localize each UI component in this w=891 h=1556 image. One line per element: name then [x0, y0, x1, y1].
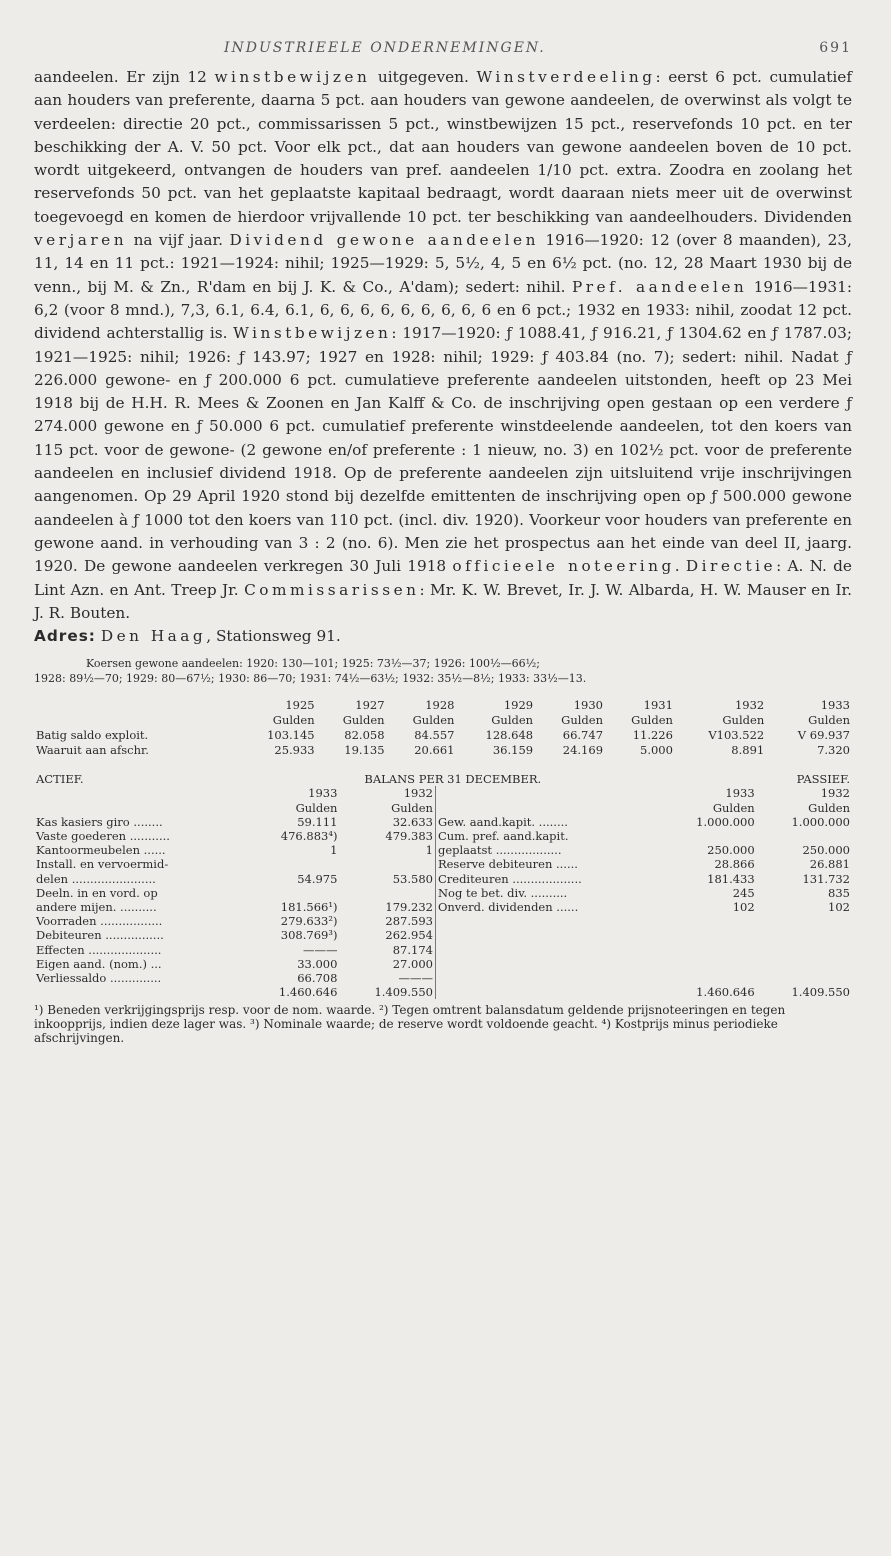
cell: 87.174: [392, 942, 433, 957]
year-header: 1928: [425, 698, 455, 713]
spaced-term: Directie: [685, 557, 777, 576]
text-run: : 1917—1920: ƒ 1088.41, ƒ 916.21, ƒ 1304.62 en ƒ 1787.03; 1921—1925: nihil; 1926: ƒ 143.97; 1927 en 1928: nihil; 1929: ƒ 403.84 (no. 7); sedert: nihil. Nadat ƒ 226.000 gewone- en ƒ 200.000 6 pct. cumulatieve preferente aandeelen uitstonden, heeft op 23 Mei 1918 bij de H.H. R. Mees & Zoonen en Jan Kalff & Co. de inschrijving open gestaan op een verdere ƒ 274.000 gewone en ƒ 50.000 6 pct. cumulatief preferente winstdeelende aandeelen, tot den koers van 115 pct. voor de gewone- (2 gewone en/of preferente : 1 nieuw, no. 3) en 102½ pct. voor de preferente aandeelen en inclusief dividend 1918. Op de preferente aandeelen zijn uitsluitend vrije inschrijvingen aangenomen. Op 29 April 1920 stond bij dezelfde emittenten de inschrijving open op ƒ 500.000 gewone aandeelen à ƒ 1000 tot den koers van 110 pct. (incl. div. 1920). Voorkeur voor houders van preferente en gewone aand. in verhouding van 3 : 2 (no. 6). Men zie het prospectus aan het einde van deel II, jaarg. 1920. De gewone aandeelen verkregen 30 Juli 1918: [34, 324, 852, 576]
text-run: aandeelen. Er zijn 12: [34, 68, 215, 86]
cell: [435, 928, 661, 942]
table-row: [34, 914, 852, 928]
text-run: pct. extra. Zoodra en zoolang het reservefonds 50 pct. van het geplaatste kapitaal bedraagt, wordt daaraan niets meer uit de overwinst toegevoegd en komen de hierdoor vrijvallende 10 pct. ter beschikking van aandeelhouders. Dividenden: [34, 161, 852, 226]
passief-title: PASSIEF.: [796, 772, 850, 787]
year-header: 1929: [503, 698, 534, 713]
year-header: 1933: [820, 698, 850, 713]
year-header: 1932: [820, 786, 850, 801]
address-city: Den Haag: [100, 627, 207, 646]
table-row: [34, 957, 852, 971]
cell: Eigen aand. (nom.) ...: [36, 956, 162, 971]
spaced-term: Winstbewijzen: [233, 324, 392, 343]
cell: [757, 943, 852, 957]
saldo-table: [34, 698, 852, 758]
balans-years-row: [34, 786, 852, 800]
cell: geplaatst ..................: [435, 843, 661, 857]
koersen-line: 1928: 89½—70; 1929: 80—67½; 1930: 86—70; 1931: 74½—63½; 1932: 35½—8½; 1933: 33½—13.: [34, 672, 587, 686]
cell: 8.891: [731, 743, 765, 758]
cell: 82.058: [344, 728, 385, 743]
unit-header: Gulden: [391, 800, 433, 815]
spaced-term: Dividend gewone aandeelen: [229, 231, 539, 250]
table-row: [34, 815, 852, 829]
cell: 84.557: [414, 728, 455, 743]
cell: 835: [828, 885, 850, 900]
page-number: 691: [819, 40, 852, 56]
balans-title-row: [34, 772, 852, 786]
unit-header: Gulden: [808, 800, 850, 815]
total-cell: 1.460.646: [278, 985, 338, 1000]
empty-cell: [34, 713, 238, 728]
cell: 59.111: [297, 814, 338, 829]
cell: 179.232: [385, 899, 433, 914]
cell: 25.933: [274, 743, 315, 758]
cell: 5.000: [640, 743, 673, 758]
cell: 36.159: [492, 743, 534, 758]
empty-cell: [34, 801, 244, 815]
text-run: 1916—1931: 6,2 (voor 8 mnd.), 7,3, 6.1, 6.4, 6.1, 6, 6, 6, 6, 6, 6, 6, 6, 6 en 6 pct.; 1932 en 1933: nihil, zoodat 12 pct. dividend achterstallig is.: [34, 277, 852, 343]
cell: Nog te bet. div. ..........: [435, 886, 661, 900]
spaced-term: Pref. aandeelen: [571, 277, 748, 296]
unit-header: Gulden: [295, 800, 338, 815]
unit-header: Gulden: [808, 713, 850, 728]
unit-header: Gulden: [712, 800, 755, 815]
table-row: [34, 857, 852, 871]
spaced-term: Commissarissen: [244, 580, 420, 599]
cell: 53.580: [392, 871, 433, 886]
cell: 1.000.000: [791, 814, 850, 829]
cell: 128.648: [485, 728, 534, 743]
balans-body: [34, 815, 852, 985]
cell: [435, 914, 661, 928]
balans-unit-row: [34, 801, 852, 815]
unit-header: Gulden: [631, 713, 673, 728]
cell: 26.881: [809, 857, 850, 872]
row-label: Waaruit aan afschr.: [36, 743, 149, 758]
running-header: [34, 40, 852, 56]
cell: 287.593: [385, 914, 433, 929]
year-header: 1927: [355, 698, 385, 713]
cell: 250.000: [802, 843, 850, 858]
total-cell: 1.460.646: [696, 985, 755, 1000]
year-header: 1933: [725, 786, 755, 801]
spaced-term: Winstverdeeling: [476, 68, 656, 86]
cell: [244, 857, 339, 871]
address: [34, 625, 852, 648]
page: [34, 40, 852, 1045]
cell: Gew. aand.kapit. ........: [435, 815, 661, 829]
cell: [339, 857, 435, 871]
cell: 181.566¹): [280, 899, 338, 914]
cell: ———: [302, 942, 338, 957]
cell: 7.320: [817, 743, 850, 758]
cell: Reserve debiteuren ......: [435, 857, 661, 871]
cell: [661, 971, 756, 985]
footnotes: ¹) Beneden verkrijgingsprijs resp. voor de nom. waarde. ²) Tegen omtrent balansdatum geldende prijsnoteeringen en tegen inkoopprijs, indien deze lager was. ³) Nominale waarde; de reserve wordt voldoende geacht. ⁴) Kostprijs minus periodieke afschrijvingen.: [34, 1003, 786, 1046]
year-header: 1933: [308, 786, 338, 801]
table-row: [34, 829, 852, 843]
cell: [757, 829, 852, 843]
unit-header: Gulden: [491, 713, 534, 728]
cell: Kas kasiers giro ........: [36, 814, 163, 829]
cell: 66.708: [297, 970, 338, 985]
cell: [661, 914, 756, 928]
table-row: [34, 943, 852, 957]
empty-cell: [435, 801, 661, 815]
cell: 1: [425, 843, 433, 858]
table-row: [34, 728, 852, 743]
saldo-unit-row: [34, 713, 852, 728]
year-header: 1932: [734, 698, 765, 713]
cell: Cum. pref. aand.kapit.: [435, 829, 661, 843]
cell: 479.383: [385, 828, 433, 843]
cell: 11.226: [632, 728, 673, 743]
cell: 1: [330, 843, 338, 858]
cell: 54.975: [297, 871, 338, 886]
cell: V103.522: [708, 728, 765, 743]
fraction: 1/10: [537, 161, 572, 180]
row-label: Batig saldo exploit.: [36, 728, 149, 743]
year-header: 1931: [643, 698, 673, 713]
cell: [661, 928, 756, 942]
balans-title: BALANS PER 31 DECEMBER.: [364, 772, 542, 787]
text-run: : Mr. K. W. Brevet, Ir. J. W. Albarda, H. W. Mauser en Ir. J. R. Bouten.: [34, 580, 852, 622]
year-header: 1925: [285, 698, 315, 713]
cell: 250.000: [707, 843, 755, 858]
cell: [339, 886, 435, 900]
cell: [757, 971, 852, 985]
cell: 476.883⁴): [280, 828, 338, 843]
cell: [757, 928, 852, 942]
address-label: Adres:: [34, 627, 96, 646]
year-header: 1930: [573, 698, 604, 713]
cell: 24.169: [562, 743, 604, 758]
cell: 102: [828, 899, 850, 914]
koersen-block: [34, 656, 852, 686]
cell: Debiteuren ................: [36, 928, 164, 943]
cell: 66.747: [562, 728, 604, 743]
cell: Vaste goederen ...........: [36, 828, 170, 843]
empty-cell: [34, 698, 238, 713]
unit-header: Gulden: [412, 713, 455, 728]
cell: V 69.937: [797, 728, 850, 743]
cell: Deeln. in en vord. op: [36, 885, 158, 900]
empty-cell: [34, 786, 244, 800]
cell: [661, 943, 756, 957]
spaced-term: winstbewijzen: [214, 68, 371, 86]
balans-total-row: [34, 985, 852, 999]
cell: Onverd. dividenden ......: [435, 900, 661, 914]
header-title: INDUSTRIEELE ONDERNEMINGEN.: [224, 40, 546, 56]
cell: 20.661: [414, 743, 455, 758]
balans-table: [34, 772, 852, 999]
table-row: [34, 872, 852, 886]
cell: [244, 886, 339, 900]
empty-cell: [34, 985, 244, 999]
unit-header: Gulden: [561, 713, 604, 728]
total-cell: 1.409.550: [791, 985, 850, 1000]
cell: ———: [398, 970, 433, 985]
cell: Voorraden .................: [36, 914, 163, 929]
koersen-line: Koersen gewone aandeelen: 1920: 130—101; 1925: 73½—37; 1926: 100½—66½;: [86, 657, 540, 671]
main-paragraph: [34, 66, 852, 625]
cell: [435, 957, 661, 971]
cell: 279.633²): [280, 914, 338, 929]
text-run: 1916—1920: 12 (over 8 maanden), 23, 11, 14 en 11 pct.: 1921—1924: nihil; 1925—1929: 5, 5½, 4, 5 en 6½ pct. (no. 12, 28 Maart 1930 bij de venn., bij M. & Zn., R'dam en bij J. K. & Co., A'dam); sedert: nihil.: [34, 231, 852, 296]
text-run: uitgegeven.: [370, 68, 477, 86]
cell: [661, 957, 756, 971]
table-row: [34, 743, 852, 758]
cell: [757, 957, 852, 971]
saldo-years-row: [34, 698, 852, 713]
address-street: , Stationsweg 91.: [206, 627, 341, 646]
text-run: .: [674, 557, 686, 576]
year-header: 1932: [403, 786, 433, 801]
spaced-term: verjaren: [34, 231, 128, 250]
cell: [435, 971, 661, 985]
total-cell: 1.409.550: [374, 985, 433, 1000]
text-run: na vijf jaar.: [127, 231, 230, 250]
cell: 262.954: [385, 928, 433, 943]
cell: Kantoormeubelen ......: [36, 843, 166, 858]
cell: 32.633: [392, 814, 433, 829]
cell: 308.769³): [280, 928, 338, 943]
cell: [435, 943, 661, 957]
cell: andere mijen. ..........: [36, 899, 157, 914]
cell: 19.135: [344, 743, 385, 758]
cell: Crediteuren ...................: [435, 872, 661, 886]
cell: 245: [732, 885, 755, 900]
cell: [757, 914, 852, 928]
cell: Install. en vervoermid-: [36, 857, 169, 872]
cell: 1.000.000: [696, 814, 755, 829]
unit-header: Gulden: [342, 713, 385, 728]
empty-cell: [435, 985, 661, 999]
cell: [661, 829, 756, 843]
cell: 103.145: [267, 728, 315, 743]
cell: 102: [732, 899, 755, 914]
cell: delen .......................: [36, 871, 156, 886]
spaced-term: officieele noteering: [452, 557, 675, 576]
table-row: [34, 900, 852, 914]
cell: Effecten ....................: [36, 942, 162, 957]
table-row: [34, 886, 852, 900]
actief-title: ACTIEF.: [36, 772, 84, 787]
cell: 181.433: [707, 871, 755, 886]
text-run: : A. N. de Lint Azn. en Ant. Treep Jr.: [34, 557, 852, 599]
text-run: : eerst 6 pct. cumulatief aan houders van preferente, daarna 5 pct. aan houders van gewone aandeelen, de overwinst als volgt te verdeelen: directie 20 pct., commissarissen 5 pct., winstbewijzen 15 pct., reservefonds 10 pct. en ter beschikking der A. V. 50 pct. Voor elk pct., dat aan houders van gewone aandeelen boven de 10 pct. wordt uitgekeerd, ontvangen de houders van pref. aandeelen: [34, 68, 852, 180]
table-row: [34, 843, 852, 857]
empty-cell: [435, 786, 661, 800]
unit-header: Gulden: [272, 713, 315, 728]
table-row: [34, 928, 852, 942]
cell: 131.732: [802, 871, 850, 886]
cell: 33.000: [297, 956, 338, 971]
cell: 27.000: [392, 956, 433, 971]
unit-header: Gulden: [722, 713, 765, 728]
cell: Verliessaldo ..............: [36, 970, 162, 985]
table-row: [34, 971, 852, 985]
cell: 28.866: [714, 857, 755, 872]
